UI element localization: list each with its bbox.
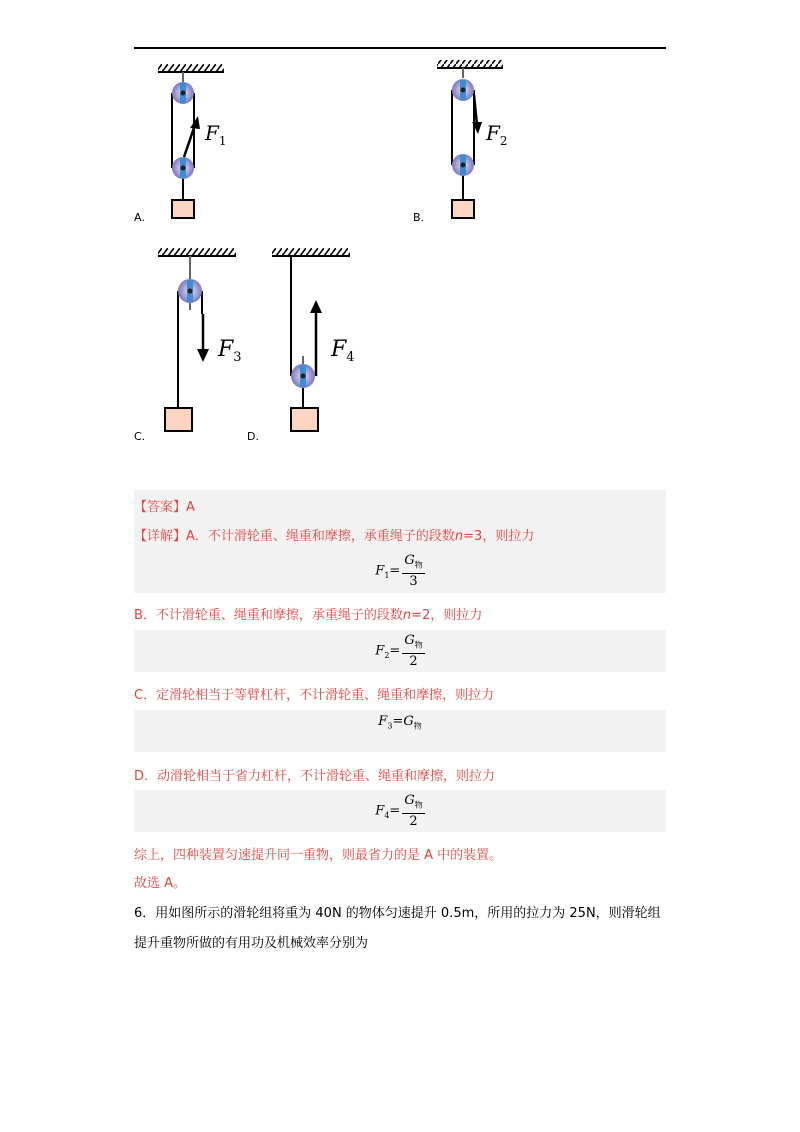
figure-a: [158, 64, 227, 218]
load-box: [452, 200, 474, 218]
detail-d: D．动滑轮相当于省力杠杆，不计滑轮重、绳重和摩擦，则拉力: [134, 769, 496, 784]
force-label-f2: $F_2$: [486, 121, 508, 148]
load-box: [165, 408, 192, 431]
force-label-f1: $F_1$: [205, 121, 227, 148]
option-b-label: B.: [413, 211, 425, 224]
choice: 故选 A。: [134, 876, 187, 891]
force-label-f3: $F_3$: [218, 337, 242, 365]
detail-a: 【详解】A．不计滑轮重、绳重和摩擦，承重绳子的段数n=3，则拉力: [134, 529, 535, 544]
figure-c: [158, 248, 242, 431]
figure-d: [272, 248, 355, 431]
formula-a: $F_1=$ $\frac{G_物}{3}$: [375, 553, 423, 589]
option-d-label: D.: [247, 430, 259, 443]
detail-c: C．定滑轮相当于等臂杠杆，不计滑轮重、绳重和摩擦，则拉力: [134, 688, 495, 703]
figure-b: [437, 60, 508, 218]
question6-line2: 提升重物所做的有用功及机械效率分别为: [134, 936, 369, 951]
formula-b: $F_2=$ $\frac{G_物}{2}$: [375, 633, 423, 669]
answer-line: 【答案】A: [134, 500, 195, 515]
summary: 综上，四种装置匀速提升同一重物，则最省力的是 A 中的装置。: [134, 848, 503, 863]
option-c-label: C.: [134, 430, 146, 443]
pulley-figures: [0, 0, 800, 460]
formula-c: $F_3=G_物$: [378, 714, 422, 731]
load-box: [172, 200, 194, 218]
detail-b: B．不计滑轮重、绳重和摩擦，承重绳子的段数n=2，则拉力: [134, 608, 483, 623]
force-label-f4: $F_4$: [331, 337, 355, 365]
load-box: [291, 408, 318, 431]
option-a-label: A.: [134, 211, 145, 224]
question6-line1: 6．用如图所示的滑轮组将重为 40N 的物体匀速提升 0.5m，所用的拉力为 25N，则滑轮组: [134, 906, 661, 921]
formula-d: $F_4=$ $\frac{G_物}{2}$: [375, 793, 423, 829]
